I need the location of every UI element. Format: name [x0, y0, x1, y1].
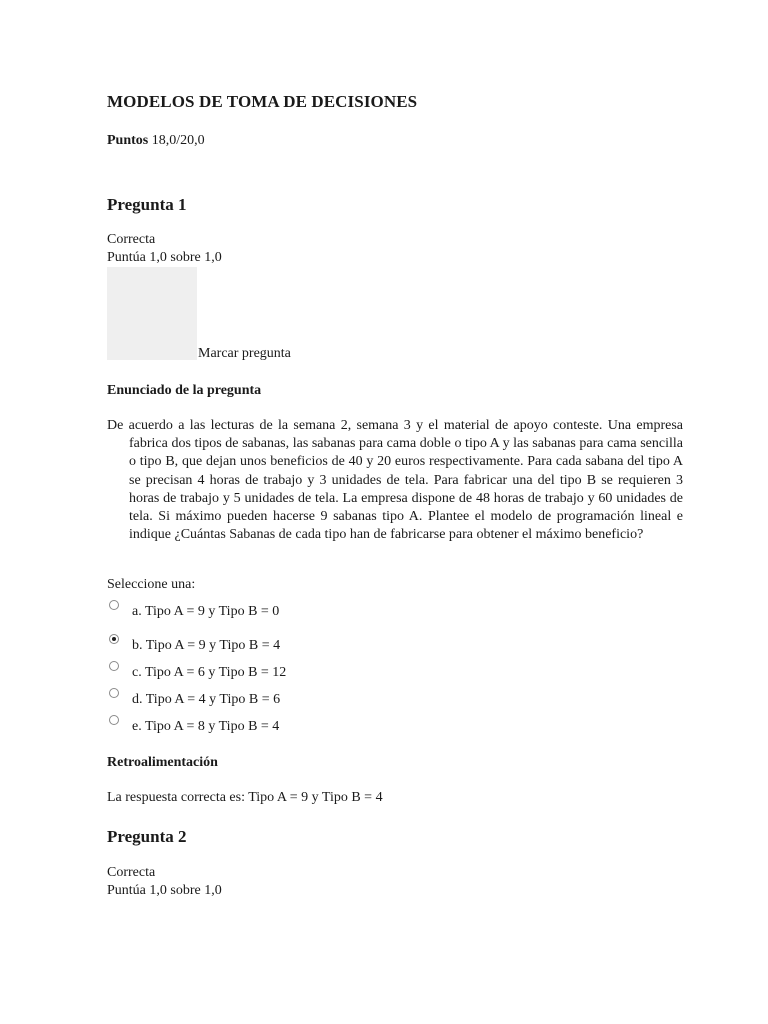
question-statement-label: Enunciado de la pregunta: [107, 383, 262, 398]
score-value: 18,0/20,0: [151, 133, 205, 148]
answer-option-label: a. Tipo A = 9 y Tipo B = 0: [132, 604, 280, 619]
answer-option-label: c. Tipo A = 6 y Tipo B = 12: [132, 665, 287, 680]
flag-question-link[interactable]: Marcar pregunta: [198, 346, 291, 361]
radio-button-icon[interactable]: [109, 715, 119, 725]
feedback-text: La respuesta correcta es: Tipo A = 9 y Tipo B = 4: [107, 790, 383, 805]
page-title: MODELOS DE TOMA DE DECISIONES: [107, 92, 418, 111]
answer-option-label: e. Tipo A = 8 y Tipo B = 4: [132, 719, 280, 734]
feedback-label: Retroalimentación: [107, 755, 218, 770]
flag-question-image[interactable]: [107, 267, 197, 360]
answer-option-d[interactable]: [107, 688, 407, 710]
question-1-heading: Pregunta 1: [107, 195, 187, 214]
select-prompt: Seleccione una:: [107, 577, 196, 592]
question-1-status: Correcta: [107, 232, 156, 247]
answer-option-c[interactable]: [107, 661, 407, 683]
question-2-status: Correcta: [107, 865, 156, 880]
radio-button-icon[interactable]: [109, 661, 119, 671]
answer-option-a[interactable]: [107, 600, 407, 622]
radio-button-checked-icon[interactable]: [109, 634, 119, 644]
answer-option-b[interactable]: [107, 634, 407, 656]
question-2-heading: Pregunta 2: [107, 827, 187, 846]
score-label: Puntos: [107, 133, 149, 148]
score-summary: [107, 133, 205, 149]
radio-button-icon[interactable]: [109, 600, 119, 610]
answer-option-label: b. Tipo A = 9 y Tipo B = 4: [132, 638, 281, 653]
question-2-grade: Puntúa 1,0 sobre 1,0: [107, 883, 222, 898]
question-1-grade: Puntúa 1,0 sobre 1,0: [107, 250, 222, 265]
radio-button-icon[interactable]: [109, 688, 119, 698]
question-statement: De acuerdo a las lecturas de la semana 2, semana 3 y el material de apoyo conteste. Una empresa fabrica dos tipos de sabanas, las sabanas para cama doble o tipo A y las sabanas para cama sencilla o tipo B, que dejan unos beneficios de 40 y 20 euros respectivamente. Para cada sabana del tipo A se precisan 4 horas de trabajo y 3 unidades de tela. Para fabricar una del tipo B se requieren 3 horas de trabajo y 5 unidades de tela. La empresa dispone de 48 horas de trabajo y 60 unidades de tela. Si máximo pueden hacerse 9 sabanas tipo A. Plantee el modelo de programación lineal e indique ¿Cuántas Sabanas de cada tipo han de fabricarse para obtener el máximo beneficio?: [107, 418, 683, 543]
answer-option-e[interactable]: [107, 715, 407, 737]
answer-option-label: d. Tipo A = 4 y Tipo B = 6: [132, 692, 281, 707]
